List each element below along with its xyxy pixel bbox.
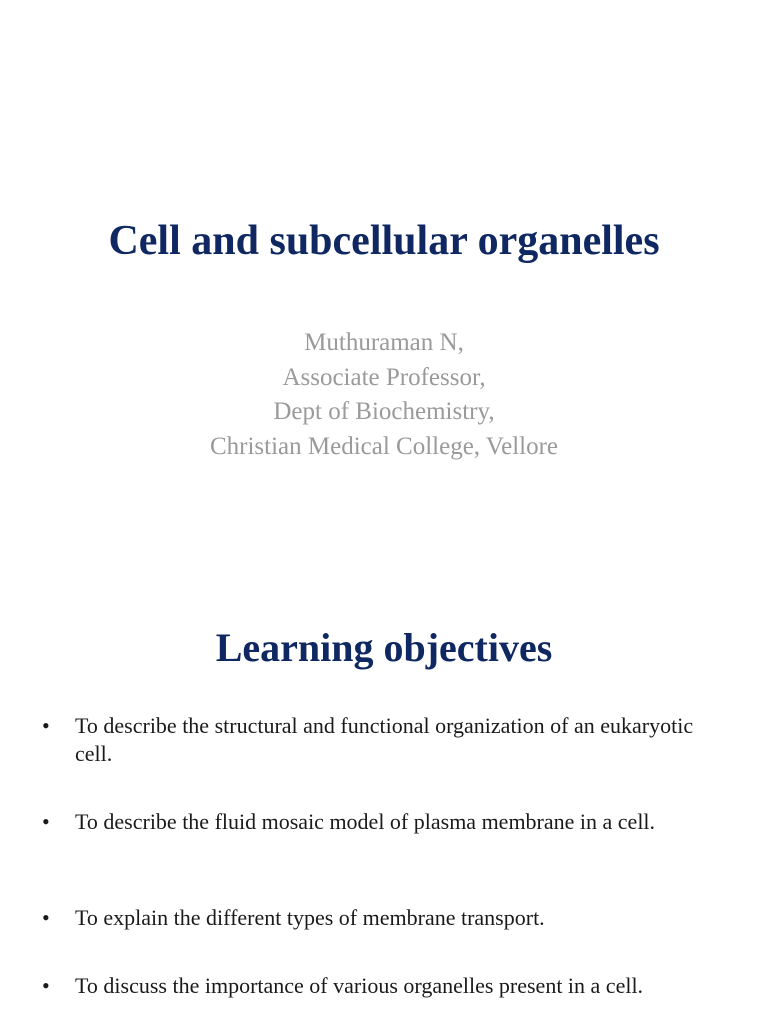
list-item [42, 904, 732, 932]
objective-text: To explain the different types of membrane transport. [75, 905, 545, 930]
list-item [42, 972, 732, 1000]
author-position: Associate Professor, [282, 363, 486, 391]
bullet-icon: • [42, 809, 50, 834]
objective-text: To discuss the importance of various organelles present in a cell. [75, 973, 644, 998]
objective-text: To describe the structural and functional organization of an eukaryotic cell. [75, 713, 694, 766]
presentation-title: Cell and subcellular organelles [108, 218, 660, 264]
objectives-slide [0, 512, 768, 1024]
author-department: Dept of Biochemistry, [273, 398, 495, 425]
objective-text: To describe the fluid mosaic model of plasma membrane in a cell. [75, 809, 656, 834]
objectives-title: Learning objectives [215, 625, 553, 670]
list-item [42, 712, 732, 768]
bullet-icon: • [42, 973, 50, 998]
bullet-icon: • [42, 905, 50, 930]
author-institution: Christian Medical College, Vellore [209, 432, 559, 460]
author-name: Muthuraman N, [304, 329, 464, 356]
author-block [0, 326, 768, 464]
bullet-icon: • [42, 713, 50, 738]
list-item [42, 808, 732, 836]
